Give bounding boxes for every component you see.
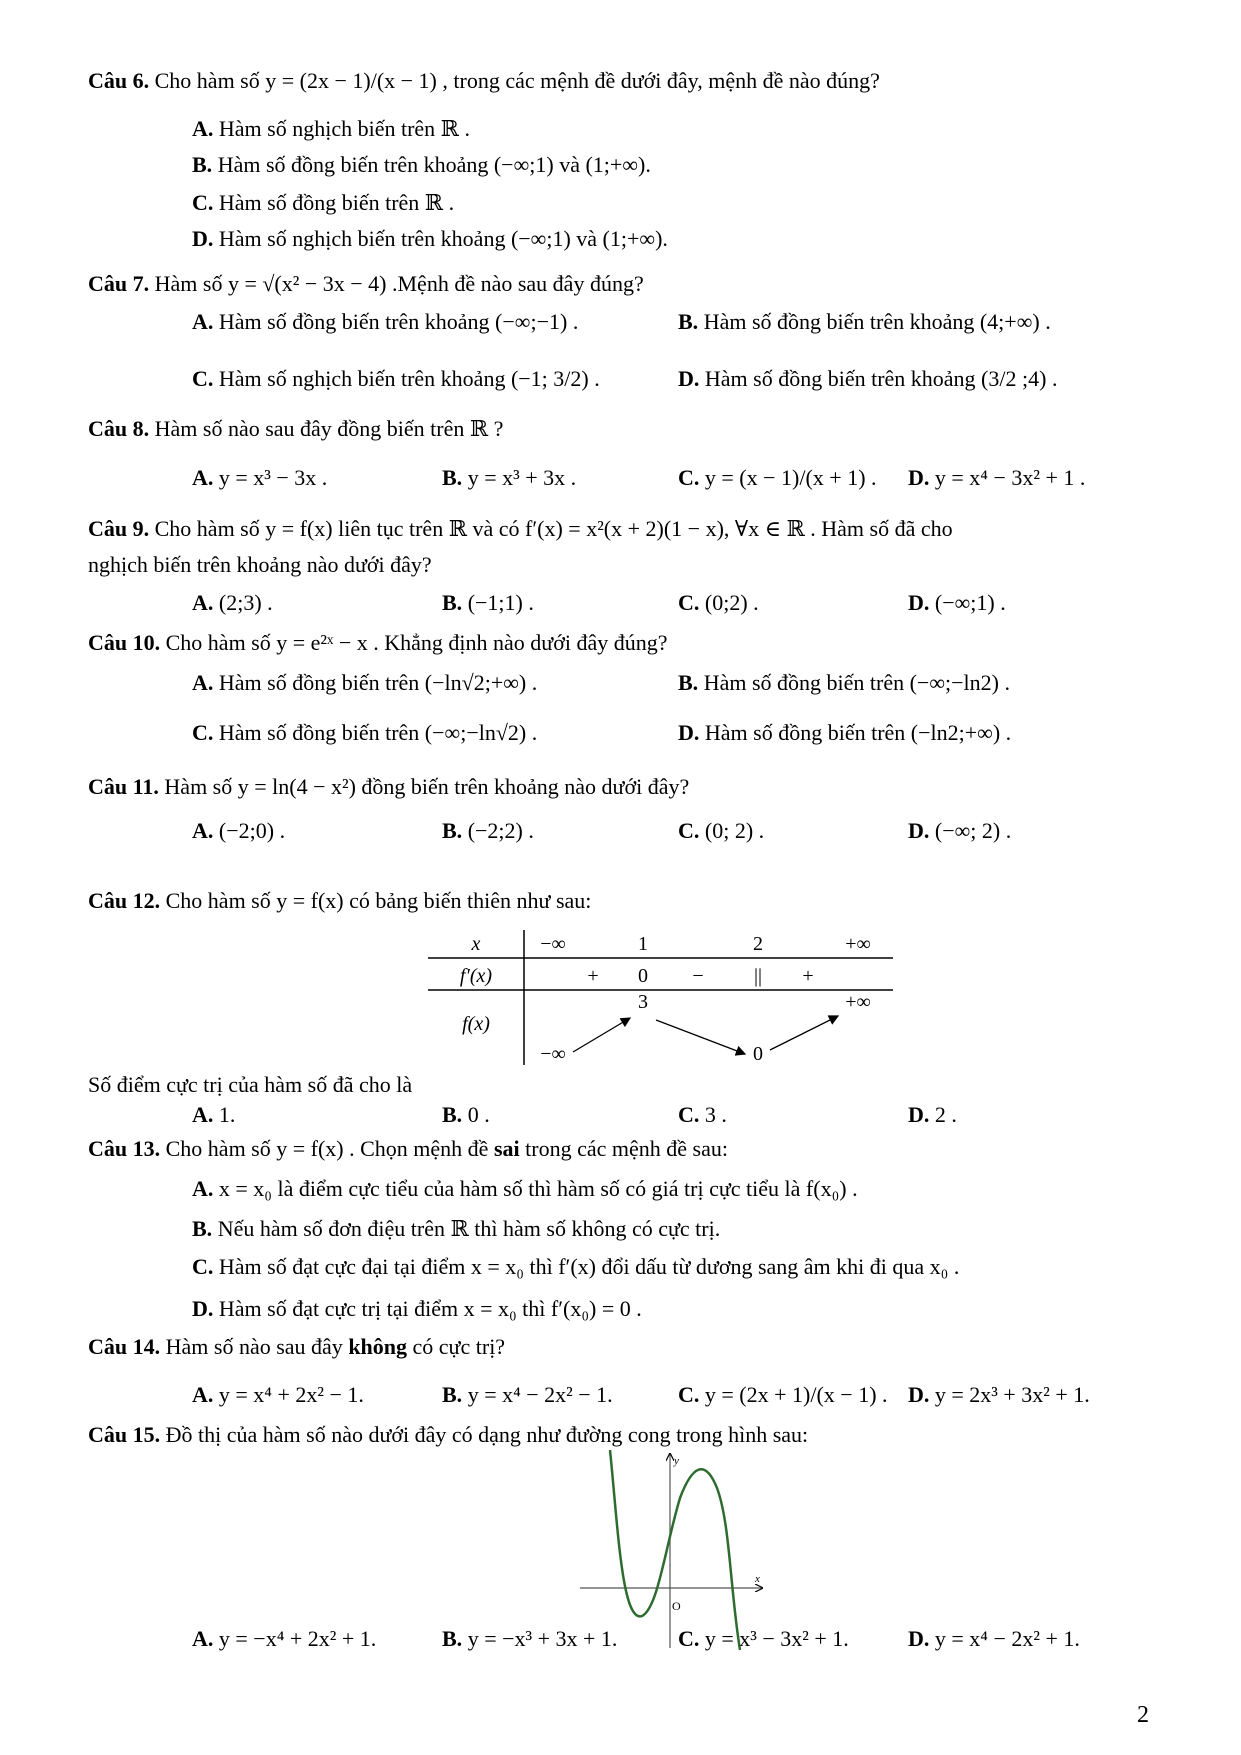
q6-option-b[interactable]: B. Hàm số đồng biến trên khoảng (−∞;1) và (1;+∞). (192, 152, 651, 177)
q6-option-d[interactable]: D. Hàm số nghịch biến trên khoảng (−∞;1) và (1;+∞). (192, 226, 668, 251)
q14-emphasis: không (348, 1334, 408, 1359)
q8-option-b[interactable]: B. y = x³ + 3x . (442, 465, 577, 490)
q9-stem-line2: nghịch biến trên khoảng nào dưới đây? (88, 552, 432, 577)
q14-option-b[interactable]: B. y = x⁴ − 2x² − 1. (442, 1382, 613, 1407)
q11-text: Hàm số y = ln(4 − x²) đồng biến trên khoảng nào dưới đây? (164, 774, 690, 799)
q13-option-b[interactable]: B. Nếu hàm số đơn điệu trên ℝ thì hàm số không có cực trị. (192, 1216, 721, 1241)
q10-label: Câu 10. (88, 630, 161, 655)
q11-option-c[interactable]: C. (0; 2) . (678, 818, 765, 843)
arrow-up-2 (770, 1016, 838, 1050)
q13-option-a[interactable]: A. x = x₀ là điểm cực tiểu của hàm số thì hàm số có giá trị cực tiểu là f(x₀) . (192, 1176, 858, 1201)
table-x-1: 1 (638, 933, 648, 955)
page-number: 2 (1137, 1702, 1149, 1728)
q6-label: Câu 6. (88, 68, 150, 93)
q12-option-d[interactable]: D. 2 . (908, 1102, 957, 1127)
q6-text: Cho hàm số y = (2x − 1)/(x − 1) , trong các mệnh đề dưới đây, mệnh đề nào đúng? (154, 68, 880, 93)
q6-option-a[interactable]: A. Hàm số nghịch biến trên ℝ . (192, 116, 470, 141)
cubic-graph (570, 1448, 770, 1653)
q10-text: Cho hàm số y = e²ˣ − x . Khẳng định nào dưới đây đúng? (165, 630, 668, 655)
q7-option-c[interactable]: C. Hàm số nghịch biến trên khoảng (−1; 3/2) . (192, 366, 600, 391)
q14-option-d[interactable]: D. y = 2x³ + 3x² + 1. (908, 1382, 1090, 1407)
table-x-0: −∞ (540, 933, 566, 955)
q9-text: Cho hàm số y = f(x) liên tục trên ℝ và có f′(x) = x²(x + 2)(1 − x), ∀x ∈ ℝ . Hàm số đã cho (154, 516, 953, 541)
arrow-down (656, 1020, 745, 1054)
q6-option-c[interactable]: C. Hàm số đồng biến trên ℝ . (192, 190, 455, 215)
y-axis-label: y (674, 1455, 679, 1467)
q8-label: Câu 8. (88, 416, 150, 441)
table-fp-label: f′(x) (459, 965, 493, 987)
q8-option-a[interactable]: A. y = x³ − 3x . (192, 465, 328, 490)
q10-option-b[interactable]: B. Hàm số đồng biến trên (−∞;−ln2) . (678, 670, 1010, 695)
q15-option-b[interactable]: B. y = −x³ + 3x + 1. (442, 1626, 618, 1651)
table-f-label: f(x) (462, 1013, 490, 1035)
q9-option-c[interactable]: C. (0;2) . (678, 590, 759, 615)
q12-text: Cho hàm số y = f(x) có bảng biến thiên như sau: (165, 888, 592, 913)
q12-option-b[interactable]: B. 0 . (442, 1102, 490, 1127)
x-axis-label: x (755, 1573, 760, 1585)
q8-stem (88, 418, 503, 440)
q13-option-d[interactable]: D. Hàm số đạt cực trị tại điểm x = x₀ thì f′(x₀) = 0 . (192, 1296, 642, 1321)
q10-option-d[interactable]: D. Hàm số đồng biến trên (−ln2;+∞) . (678, 720, 1012, 745)
q7-text: Hàm số y = √(x² − 3x − 4) .Mệnh đề nào sau đây đúng? (154, 271, 644, 296)
q10-option-c[interactable]: C. Hàm số đồng biến trên (−∞;−ln√2) . (192, 720, 538, 745)
q9-option-a[interactable]: A. (2;3) . (192, 590, 273, 615)
q13-option-c[interactable]: C. Hàm số đạt cực đại tại điểm x = x₀ thì f′(x) đổi dấu từ dương sang âm khi đi qua x₀ . (192, 1254, 960, 1279)
q12-label: Câu 12. (88, 888, 161, 913)
q9-stem-line1 (88, 518, 953, 540)
table-x-3: +∞ (845, 933, 871, 955)
q13-stem: Câu 13. Cho hàm số y = f(x) . Chọn mệnh đề sai trong các mệnh đề sau: (88, 1136, 728, 1161)
variation-table (428, 930, 898, 1070)
origin-label: O (672, 1599, 681, 1613)
q7-option-a[interactable]: A. Hàm số đồng biến trên khoảng (−∞;−1) . (192, 309, 579, 334)
q13-emphasis: sai (493, 1136, 520, 1161)
q12-option-c[interactable]: C. 3 . (678, 1102, 727, 1127)
q11-option-d[interactable]: D. (−∞; 2) . (908, 818, 1012, 843)
q14-option-c[interactable]: C. y = (2x + 1)/(x − 1) . (678, 1382, 888, 1407)
q11-option-b[interactable]: B. (−2;2) . (442, 818, 534, 843)
q10-option-a[interactable]: A. Hàm số đồng biến trên (−ln√2;+∞) . (192, 670, 538, 695)
q7-option-d[interactable]: D. Hàm số đồng biến trên khoảng (3/2 ;4) . (678, 366, 1058, 391)
table-f-0: −∞ (540, 1043, 566, 1065)
q11-stem (88, 776, 689, 798)
table-f-1: 3 (638, 991, 648, 1013)
q15-option-d[interactable]: D. y = x⁴ − 2x² + 1. (908, 1626, 1080, 1651)
q14-option-a[interactable]: A. y = x⁴ + 2x² − 1. (192, 1382, 364, 1407)
q15-option-a[interactable]: A. y = −x⁴ + 2x² + 1. (192, 1626, 377, 1651)
q11-option-a[interactable]: A. (−2;0) . (192, 818, 286, 843)
table-fp-4: + (802, 965, 814, 987)
q10-stem (88, 632, 668, 654)
q9-option-b[interactable]: B. (−1;1) . (442, 590, 534, 615)
q9-label: Câu 9. (88, 516, 150, 541)
table-fp-2: − (692, 965, 704, 987)
q14-stem: Câu 14. Hàm số nào sau đây không có cực trị? (88, 1334, 506, 1359)
q12-option-a[interactable]: A. 1. (192, 1102, 236, 1127)
arrow-up-1 (573, 1018, 630, 1052)
table-x-2: 2 (753, 933, 763, 955)
q15-text: Đồ thị của hàm số nào dưới đây có dạng như đường cong trong hình sau: (165, 1422, 809, 1447)
curve (610, 1450, 740, 1650)
q8-option-d[interactable]: D. y = x⁴ − 3x² + 1 . (908, 465, 1086, 490)
q9-option-d[interactable]: D. (−∞;1) . (908, 590, 1006, 615)
q7-label: Câu 7. (88, 271, 150, 296)
q15-stem (88, 1424, 808, 1446)
q13-label: Câu 13. (88, 1136, 161, 1161)
table-fp-0: + (587, 965, 599, 987)
table-f-2: 0 (753, 1043, 763, 1065)
q8-text: Hàm số nào sau đây đồng biến trên ℝ ? (154, 416, 504, 441)
q7-stem (88, 273, 644, 295)
table-x-label: x (471, 933, 481, 955)
table-f-3: +∞ (845, 991, 871, 1013)
q15-label: Câu 15. (88, 1422, 161, 1447)
q15-option-c[interactable]: C. y = x³ − 3x² + 1. (678, 1626, 849, 1651)
q7-option-b[interactable]: B. Hàm số đồng biến trên khoảng (4;+∞) . (678, 309, 1051, 334)
q12-stem (88, 890, 591, 912)
q12-after: Số điểm cực trị của hàm số đã cho là (88, 1072, 413, 1097)
q8-option-c[interactable]: C. y = (x − 1)/(x + 1) . (678, 465, 877, 490)
q6-stem (88, 70, 880, 92)
q11-label: Câu 11. (88, 774, 159, 799)
table-fp-3: || (753, 965, 763, 987)
table-fp-1: 0 (638, 965, 648, 987)
q14-label: Câu 14. (88, 1334, 161, 1359)
